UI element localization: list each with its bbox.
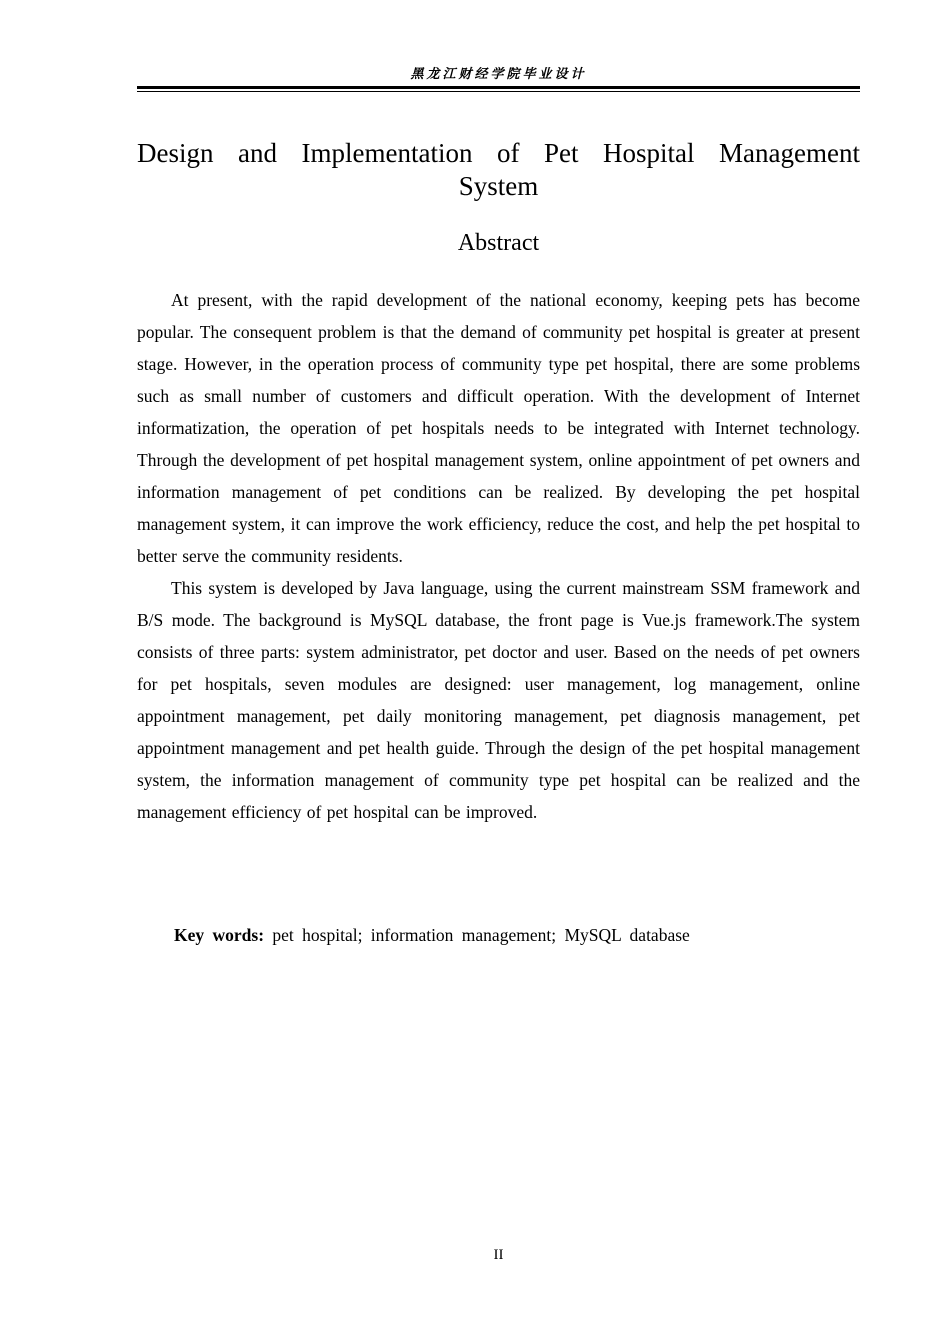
- page-number: II: [493, 1247, 504, 1263]
- abstract-paragraph: At present, with the rapid development of the national economy, keeping pets has become popular. The consequent problem is that the demand of community pet hospital is greater at present stage. However, in the operation process of community type pet hospital, there are some problems such as small number of customers and difficult operation. With the development of Internet informatization, the operation of pet hospitals needs to be integrated with Internet technology. Through the development of pet hospital management system, online appointment of pet owners and information management of pet conditions can be realized. By developing the pet hospital management system, it can improve the work efficiency, reduce the cost, and help the pet hospital to better serve the community residents.: [137, 290, 860, 566]
- thesis-title: Design and Implementation of Pet Hospital Management System: [137, 138, 860, 201]
- keywords-line: [174, 919, 860, 951]
- running-header: 黑龙江财经学院毕业设计: [410, 67, 587, 82]
- header-rule-thick: [137, 86, 860, 89]
- header-rule-thin: [137, 91, 860, 92]
- abstract-heading: Abstract: [457, 230, 540, 256]
- abstract-paragraph: This system is developed by Java language, using the current mainstream SSM framework and B/S mode. The background is MySQL database, the front page is Vue.js framework.The system consists of three parts: system administrator, pet doctor and user. Based on the needs of pet owners for pet hospitals, seven modules are designed: user management, log management, online appointment management, pet daily monitoring management, pet diagnosis management, pet appointment management and pet health guide. Through the design of the pet hospital management system, the information management of community type pet hospital can be realized and the management efficiency of pet hospital can be improved.: [137, 578, 860, 822]
- keywords-label: Key words:: [174, 925, 265, 945]
- abstract-body: [137, 284, 860, 828]
- keywords-text: pet hospital; information management; MySQL database: [272, 925, 690, 945]
